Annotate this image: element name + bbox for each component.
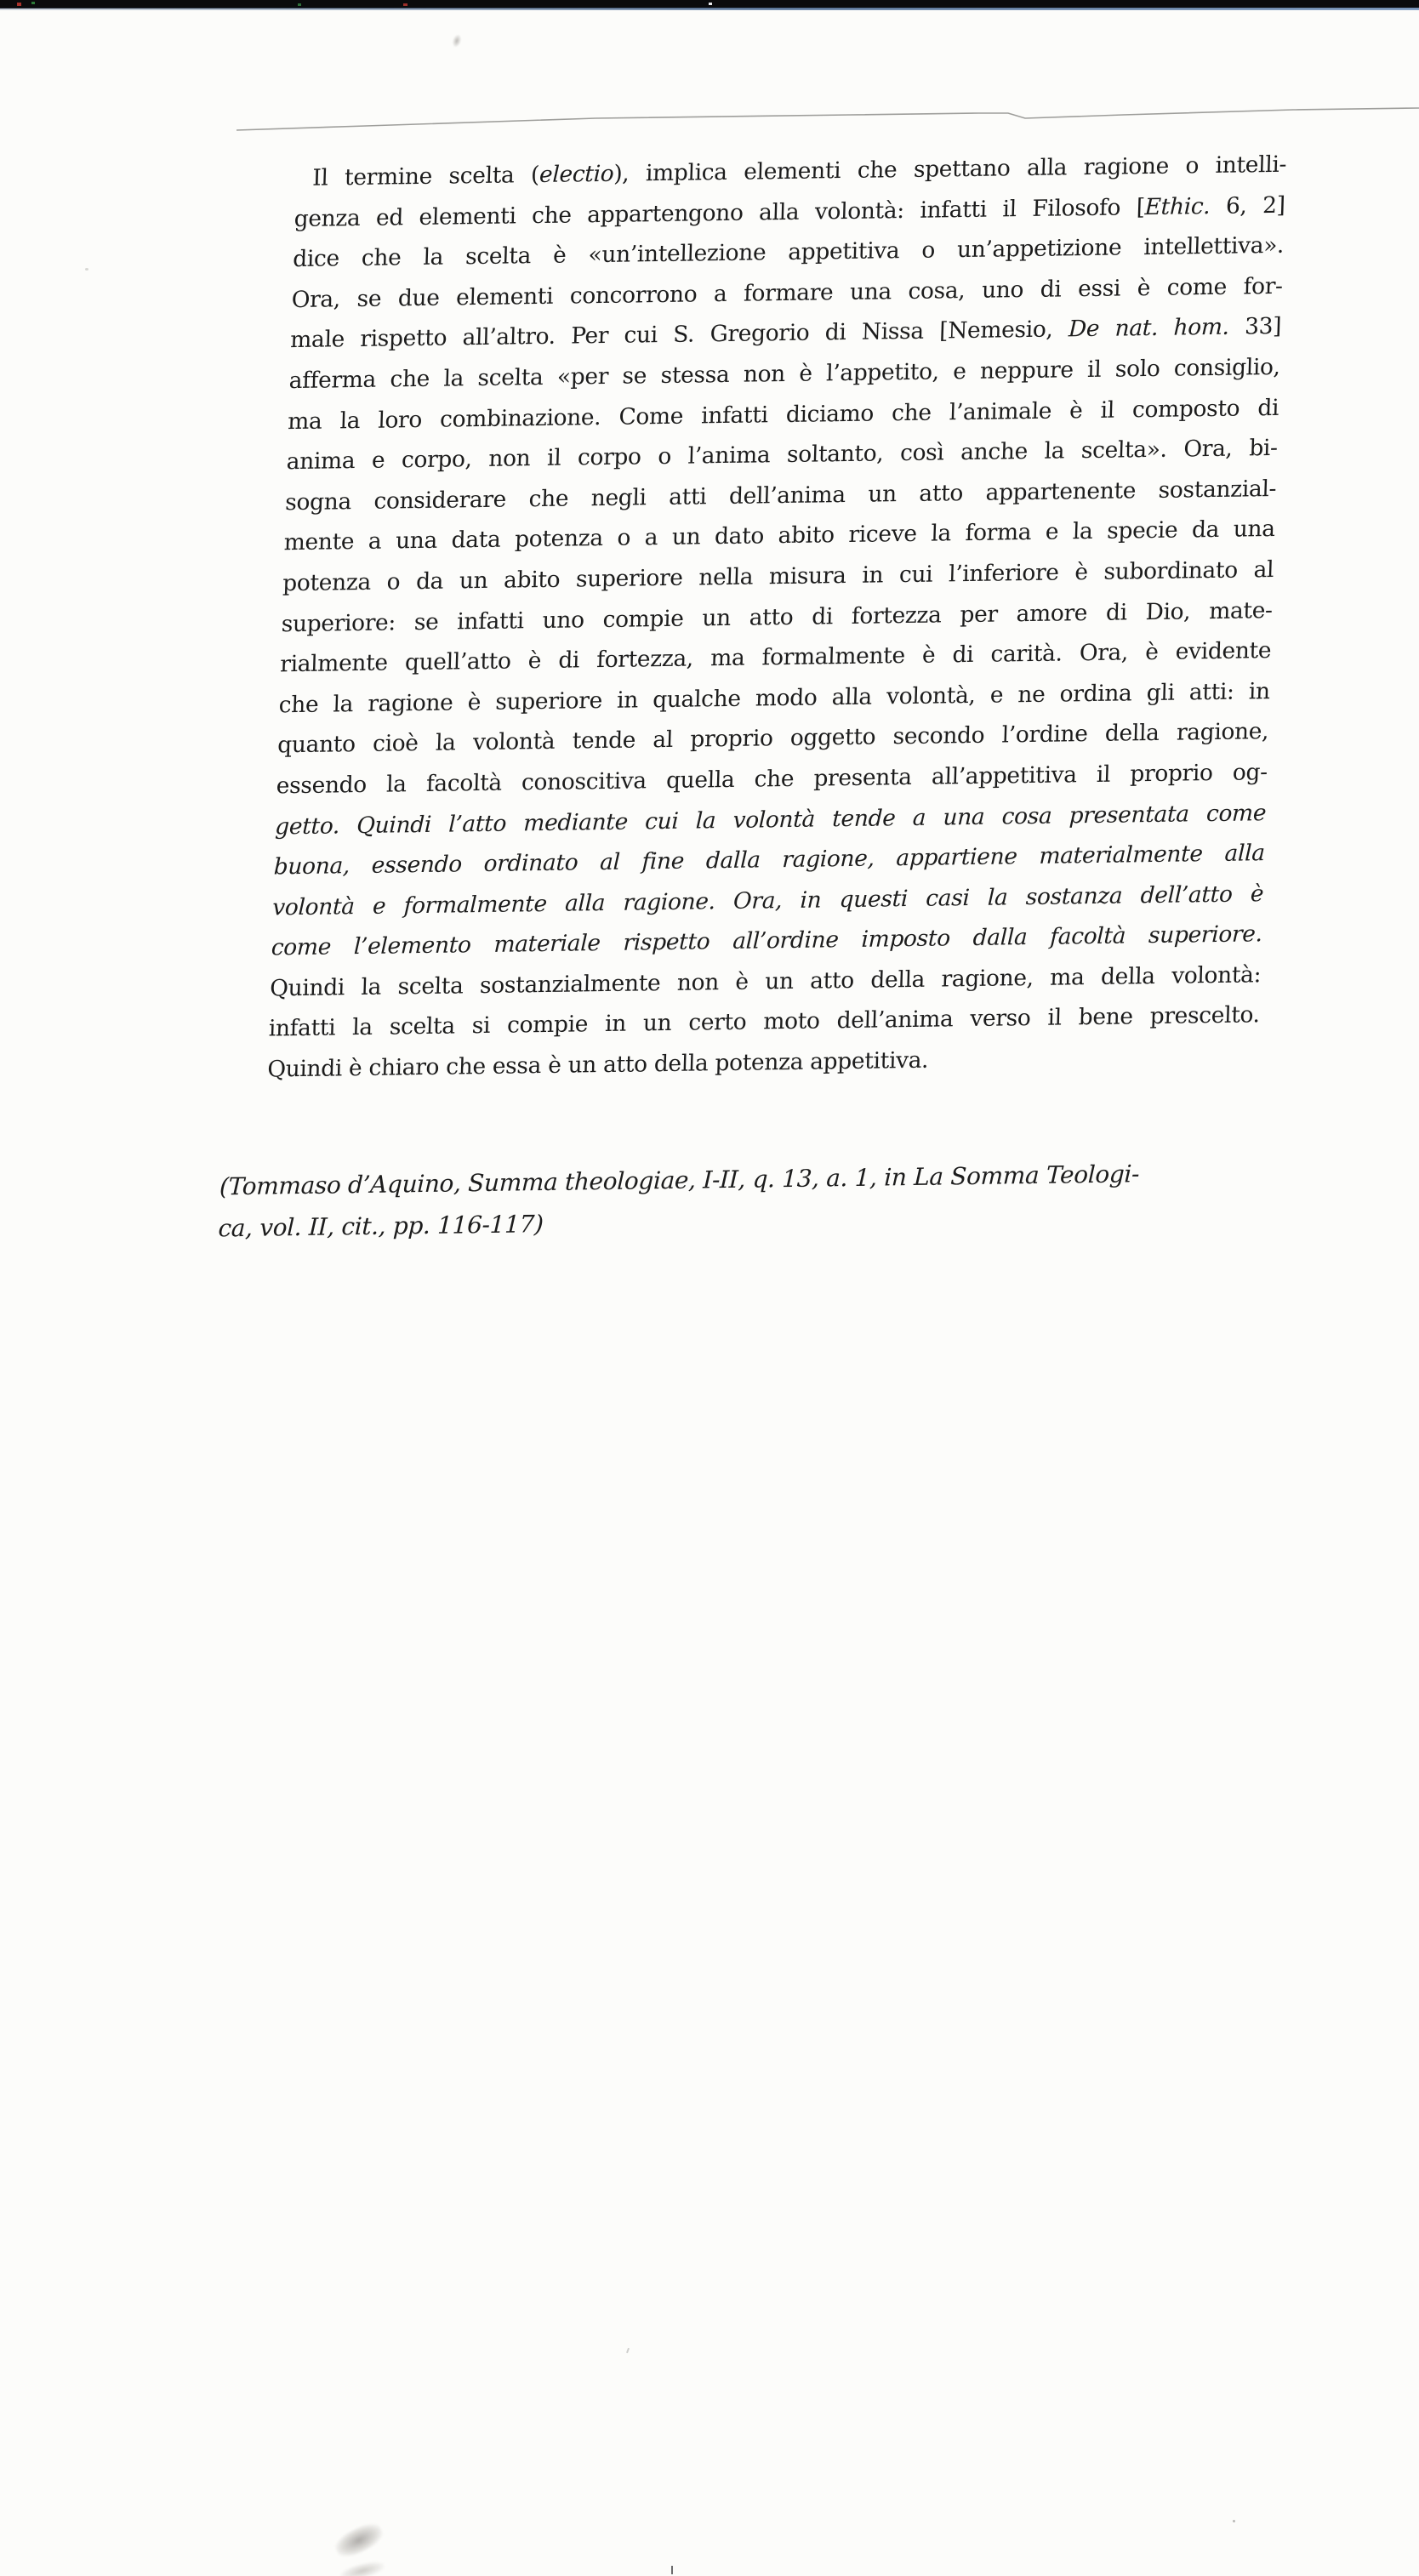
text-segment: Il termine scelta ( [311, 161, 540, 191]
text-segment: infatti la scelta si compie in un certo moto dell’anima verso il bene prescelto. [268, 1001, 1261, 1043]
text-segment: male rispetto all’altro. Per cui S. Gregorio di Nissa [Nemesio, [289, 316, 1069, 354]
italic-text-segment: getto. Quindi l’atto mediante cui la volontà tende a una cosa presentata come [274, 799, 1267, 840]
italic-text-segment: La Somma Teologi- [913, 1159, 1140, 1191]
italic-text-segment: Ethic. [1144, 192, 1211, 220]
text-segment: Quindi è chiaro che essa è un atto della potenza appetitiva. [266, 1046, 929, 1083]
text-segment: rialmente quell’atto è di fortezza, ma formalmente è di carità. Ora, è evidente [279, 637, 1272, 678]
text-segment: ), implica elementi che spettano alla ragione o intelli- [613, 151, 1287, 187]
citation-paragraph [218, 1150, 1318, 1249]
italic-text-segment: , I-II, q. 13, a. 1, in [687, 1162, 915, 1194]
text-segment: 6, 2] [1209, 191, 1286, 219]
scan-artifact-dot [1233, 2520, 1235, 2522]
text-segment: afferma che la scelta «per se stessa non è l’appetito, e neppure il solo consiglio, [288, 353, 1281, 395]
text-segment: potenza o da un abito superiore nella misura in cui l’inferiore è subordinato al [282, 556, 1274, 597]
italic-text-segment: ca [217, 1213, 246, 1243]
italic-text-segment: electio [539, 160, 614, 189]
scan-artifact-tick [671, 2566, 673, 2574]
text-segment: sogna considerare che negli atti dell’anima un atto appartenente sostanzial- [284, 475, 1277, 516]
pencil-smudge [339, 2559, 385, 2576]
italic-text-segment: , vol. II, cit., pp. 116-117) [244, 1209, 544, 1242]
italic-text-segment: (Tommaso d’Aquino, [219, 1168, 469, 1201]
text-segment: anima e corpo, non il corpo o l’anima soltanto, così anche la scelta». Ora, bi- [286, 435, 1279, 476]
italic-text-segment: volontà e formalmente alla ragione. Ora, in questi casi la sostanza dell’atto è [271, 880, 1264, 921]
text-segment: dice che la scelta è «un’intellezione appetitiva o un’appetizione intellettiva». [292, 231, 1285, 273]
italic-text-segment: De nat. hom. [1068, 314, 1230, 343]
pencil-smudge [332, 2519, 386, 2562]
text-segment: ma la loro combinazione. Come infatti diciamo che l’animale è il composto di [287, 394, 1279, 435]
text-segment: 33] [1228, 313, 1282, 341]
italic-text-segment: come l’elemento materiale rispetto all’ordine imposto dalla facoltà superiore. [271, 920, 1263, 961]
text-segment: Ora, se due elementi concorrono a formare una cosa, uno di essi è come for- [291, 272, 1284, 313]
quote-paragraph [267, 145, 1287, 1091]
italic-text-segment: Summa theologiae [467, 1165, 689, 1197]
body-text [217, 145, 1287, 1249]
page-edge-line [0, 0, 1419, 170]
text-segment: superiore: se infatti uno compie un atto di fortezza per amore di Dio, mate- [281, 596, 1274, 637]
italic-text-segment: buona, essendo ordinato al fine dalla ragione, appartiene materialmente alla [273, 840, 1266, 881]
text-segment: essendo la facoltà conoscitiva quella che presenta all’appetitiva il proprio og- [276, 759, 1268, 800]
text-segment: genza ed elementi che appartengono alla volontà: infatti il Filosofo [ [293, 193, 1146, 232]
scan-artifact-dot [85, 268, 88, 271]
text-segment: che la ragione è superiore in qualche modo alla volontà, e ne ordina gli atti: in [278, 677, 1271, 719]
text-segment: Quindi la scelta sostanzialmente non è un atto della ragione, ma della volontà: [269, 961, 1262, 1002]
text-segment: quanto cioè la volontà tende al proprio oggetto secondo l’ordine della ragione, [276, 718, 1269, 759]
scan-artifact-dot [626, 2348, 630, 2353]
text-segment: mente a una data potenza o a un dato abito riceve la forma e la specie da una [283, 516, 1276, 556]
